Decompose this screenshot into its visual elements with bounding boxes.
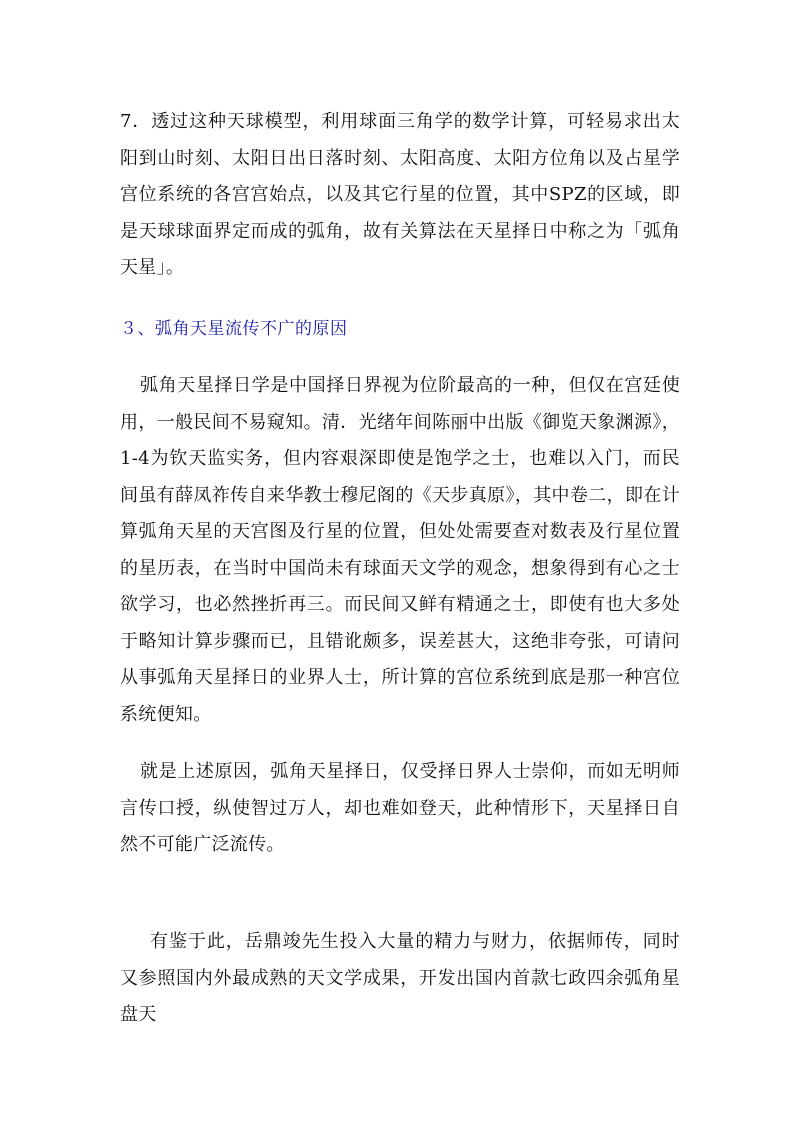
section-heading: ３、弧角天星流传不广的原因 bbox=[120, 319, 348, 339]
paragraph-yue: 有鉴于此，岳鼎竣先生投入大量的精力与财力，依据师传，同时又参照国内外最成熟的天文学成果，开发出国内首款七政四余弧角星盘天 bbox=[120, 931, 680, 1025]
paragraph-reason-2: 就是上述原因，弧角天星择日，仅受择日界人士崇仰，而如无明师言传口授，纵使智过万人，却也难如登天，此种情形下，天星择日自然不可能广泛流传。 bbox=[120, 761, 680, 855]
paragraph-reason-1: 弧角天星择日学是中国择日界视为位阶最高的一种，但仅在宫廷使用，一般民间不易窥知。清．光绪年间陈丽中出版《御览天象渊源》，1-4为钦天监实务，但内容艰深即使是饱学之士，也难以入门，而民间虽有薛凤祚传自来华教士穆尼阁的《天步真原》，其中卷二，即在计算弧角天星的天宫图及行星的位置，但处处需要查对数表及行星位置的星历表，在当时中国尚未有球面天文学的观念，想象得到有心之士欲学习，也必然挫折再三。而民间又鲜有精通之士，即使有也大多处于略知计算步骤而已，且错讹颇多，误差甚大，这绝非夸张，可请问从事弧角天星择日的业界人士，所计算的宫位系统到底是那一种宫位系统便知。 bbox=[120, 375, 680, 725]
paragraph-7: 7．透过这种天球模型，利用球面三角学的数学计算，可轻易求出太阳到山时刻、太阳日出日落时刻、太阳高度、太阳方位角以及占星学宫位系统的各宫宫始点，以及其它行星的位置，其中SPZ的区域，即是天球球面界定而成的弧角，故有关算法在天星择日中称之为「弧角天星」。 bbox=[120, 111, 680, 278]
